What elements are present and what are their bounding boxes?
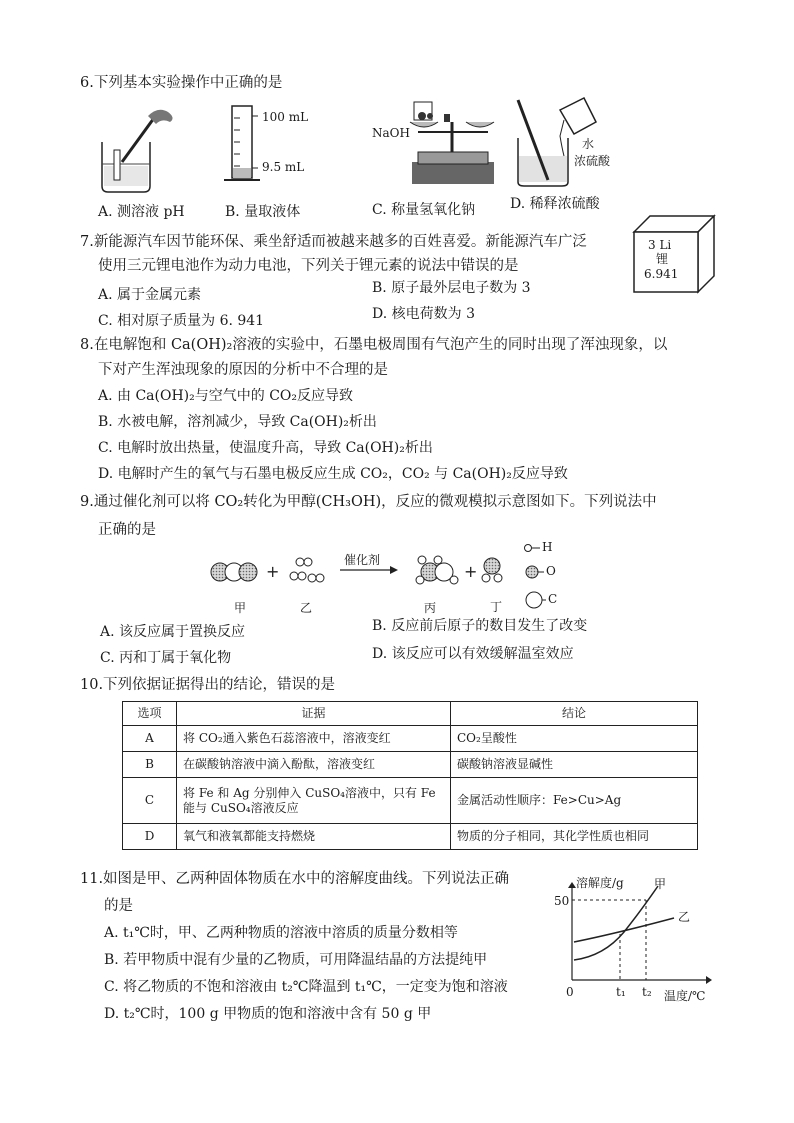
q11-option-b: B. 若甲物质中混有少量的乙物质，可用降温结晶的方法提纯甲 [104,952,488,968]
q7-option-c: C. 相对原子质量为 6. 941 [98,313,265,329]
solubility-graph [564,880,714,996]
catalyst-label: 催化剂 [344,553,381,567]
label-ding: 丁 [490,600,503,614]
legend-h: H [542,540,553,554]
row-c-conclusion: 金属活动性顺序：Fe>Cu>Ag [451,778,698,824]
graph-t2: t₂ [642,985,652,999]
row-d-conclusion: 物质的分子相同，其化学性质也相同 [451,824,698,850]
q11-option-c: C. 将乙物质的不饱和溶液由 t₂℃降温到 t₁℃，一定变为饱和溶液 [104,979,508,995]
lithium-element-card [632,214,716,294]
q8-option-d: D. 电解时产生的氧气与石墨电极反应生成 CO₂，CO₂ 与 Ca(OH)₂反应导致 [98,466,568,482]
q11-option-a: A. t₁℃时，甲、乙两种物质的溶液中溶质的质量分数相等 [104,925,458,941]
svg-text:+: + [464,562,478,581]
q9-option-d: D. 该反应可以有效缓解温室效应 [372,646,574,662]
legend-c: C [548,592,558,606]
table-row [123,824,698,850]
graph-y50: 50 [554,894,570,908]
q9-option-b: B. 反应前后原子的数目发生了改变 [372,618,588,634]
cylinder-top-label: 100 mL [262,110,309,124]
svg-text:+: + [266,562,280,581]
label-bing: 丙 [424,601,437,615]
label-jia: 甲 [234,601,247,615]
row-a-conclusion: CO₂呈酸性 [451,726,698,752]
balance-figure [404,98,504,190]
q6-option-c: C. 称量氢氧化钠 [372,202,476,218]
graph-t1: t₁ [616,985,626,999]
header-evidence: 证据 [177,702,451,726]
water-label: 水 [582,137,595,151]
row-a-evidence: 将 CO₂通入紫色石蕊溶液中，溶液变红 [177,726,451,752]
label-yi: 乙 [300,601,313,615]
q8-line-1: 8.在电解饱和 Ca(OH)₂溶液的实验中，石墨电极周围有气泡产生的同时出现了浑浊现象，以 [80,337,668,353]
q7-option-a: A. 属于金属元素 [98,287,202,303]
table-row [123,778,698,824]
graph-curve-jia-label: 甲 [654,877,667,891]
graph-ylabel: 溶解度/g [576,876,624,890]
ph-test-figure [96,104,180,196]
row-c-option: C [123,778,177,824]
naoh-label: NaOH [372,126,410,140]
q7-option-b: B. 原子最外层电子数为 3 [372,280,531,296]
legend-o: O [546,564,556,578]
element-name: 锂 [656,252,669,266]
row-d-option: D [123,824,177,850]
graph-curve-yi-label: 乙 [678,910,691,924]
q6-option-d: D. 稀释浓硫酸 [510,196,600,212]
q9-option-c: C. 丙和丁属于氧化物 [100,650,232,666]
row-b-conclusion: 碳酸钠溶液显碱性 [451,752,698,778]
graph-origin: 0 [566,985,574,999]
q8-line-2: 下对产生浑浊现象的原因的分析中不合理的是 [98,362,388,378]
header-conclusion: 结论 [451,702,698,726]
q10-stem: 10.下列依据证据得出的结论，错误的是 [80,677,336,693]
q9-line-1: 9.通过催化剂可以将 CO₂转化为甲醇(CH₃OH)，反应的微观模拟示意图如下。下列说法中 [80,494,657,510]
q7-line-2: 使用三元锂电池作为动力电池，下列关于锂元素的说法中错误的是 [98,258,519,274]
table-header-row [123,702,698,726]
reaction-diagram [200,540,570,610]
q9-option-a: A. 该反应属于置换反应 [100,624,246,640]
header-option: 选项 [123,702,177,726]
row-b-option: B [123,752,177,778]
q11-line-2: 的是 [104,898,133,914]
table-row [123,726,698,752]
q11-line-1: 11.如图是甲、乙两种固体物质在水中的溶解度曲线。下列说法正确 [80,871,510,887]
row-d-evidence: 氧气和液氧都能支持燃烧 [177,824,451,850]
table-row [123,752,698,778]
element-mass: 6.941 [644,267,679,281]
curve-yi [574,918,674,942]
q8-option-c: C. 电解时放出热量，使温度升高，导致 Ca(OH)₂析出 [98,440,433,456]
q6-option-a: A. 测溶液 pH [98,204,185,220]
q7-option-d: D. 核电荷数为 3 [372,306,475,322]
conc-acid-label: 浓硫酸 [574,154,611,168]
row-b-evidence: 在碳酸钠溶液中滴入酚酞，溶液变红 [177,752,451,778]
q8-option-b: B. 水被电解，溶剂减少，导致 Ca(OH)₂析出 [98,414,377,430]
graph-xlabel: 温度/℃ [664,989,706,1003]
row-a-option: A [123,726,177,752]
q9-line-2: 正确的是 [98,522,156,538]
row-c-evidence: 将 Fe 和 Ag 分别伸入 CuSO₄溶液中，只有 Fe 能与 CuSO₄溶液反应 [177,778,451,824]
cylinder-bottom-label: 9.5 mL [262,160,305,174]
evidence-table [122,701,698,850]
curve-jia [574,886,658,960]
q6-stem: 6.下列基本实验操作中正确的是 [80,75,283,91]
q6-option-b: B. 量取液体 [225,204,301,220]
q7-line-1: 7.新能源汽车因节能环保、乘坐舒适而被越来越多的百姓喜爱。新能源汽车广泛 [80,234,587,250]
q8-option-a: A. 由 Ca(OH)₂与空气中的 CO₂反应导致 [98,388,353,404]
q11-option-d: D. t₂℃时，100 g 甲物质的饱和溶液中含有 50 g 甲 [104,1006,432,1022]
element-number-symbol: 3 Li [648,238,672,252]
